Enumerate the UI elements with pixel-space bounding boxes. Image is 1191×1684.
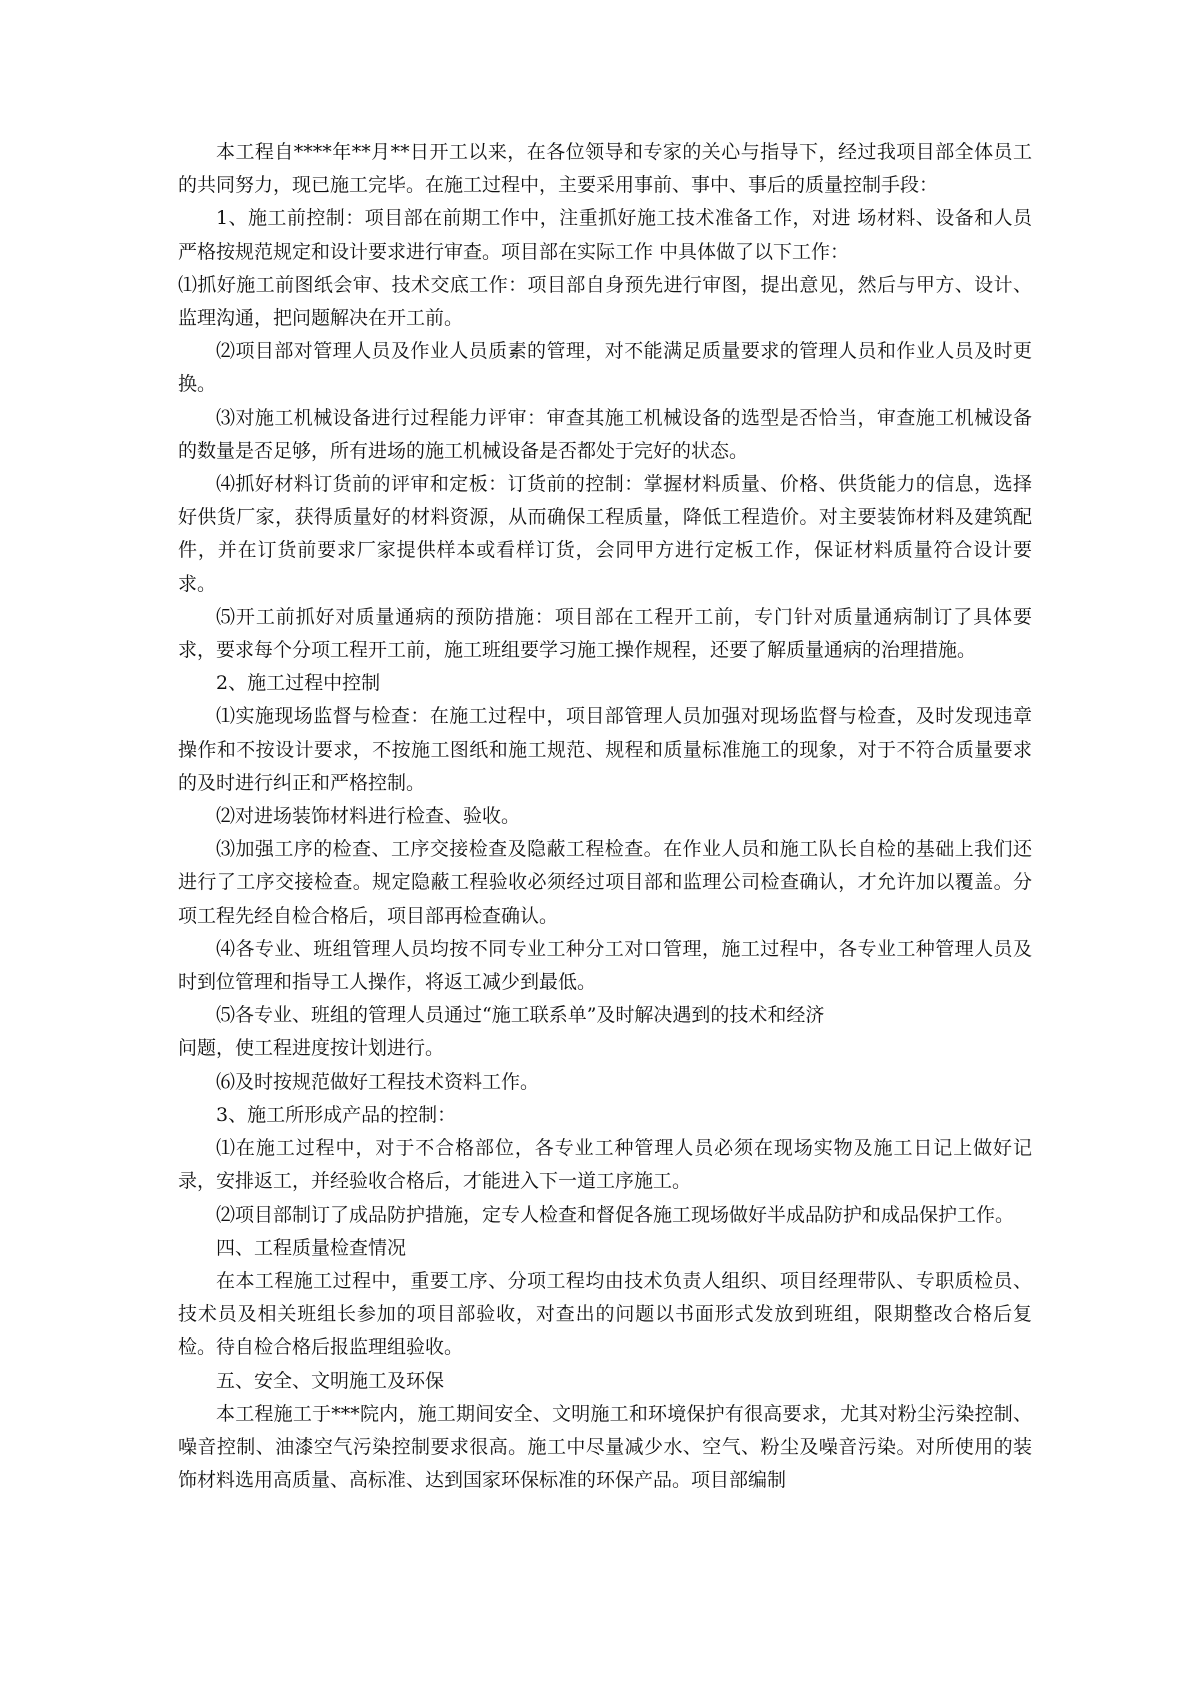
paragraph-intro: 本工程自****年**月**日开工以来，在各位领导和专家的关心与指导下，经过我项目部全体员工的共同努力，现已施工完毕。在施工过程中，主要采用事前、事中、事后的质量控制手段： [178, 141, 1032, 197]
document-page [178, 136, 1032, 1497]
paragraph-item: ⑹及时按规范做好工程技术资料工作。 [216, 1070, 540, 1093]
section-heading-in-process: 2、施工过程中控制 [216, 672, 381, 695]
section-heading-quality-inspection: 四、工程质量检查情况 [216, 1236, 407, 1259]
paragraph-item: ⑵项目部制订了成品防护措施，定专人检查和督促各施工现场做好半成品防护和成品保护工作。 [216, 1203, 1015, 1226]
paragraph-body: 在本工程施工过程中，重要工序、分项工程均由技术负责人组织、项目经理带队、专职质检员、技术员及相关班组长参加的项目部验收，对查出的问题以书面形式发放到班组，限期整改合格后复检。待自检合格后报监理组验收。 [178, 1269, 1032, 1359]
paragraph-item: ⑴实施现场监督与检查：在施工过程中，项目部管理人员加强对现场监督与检查，及时发现违章操作和不按设计要求，不按施工图纸和施工规范、规程和质量标准施工的现象，对于不符合质量要求的及时进行纠正和严格控制。 [178, 705, 1032, 794]
section-heading-pre-construction: 1、施工前控制：项目部在前期工作中，注重抓好施工技术准备工作，对进 场材料、设备和人员严格按规范规定和设计要求进行审查。项目部在实际工作 中具体做了以下工作： [178, 207, 1032, 263]
paragraph-item: ⑵项目部对管理人员及作业人员质素的管理，对不能满足质量要求的管理人员和作业人员及时更换。 [178, 340, 1032, 396]
paragraph-item: ⑶加强工序的检查、工序交接检查及隐蔽工程检查。在作业人员和施工队长自检的基础上我们还进行了工序交接检查。规定隐蔽工程验收必须经过项目部和监理公司检查确认，才允许加以覆盖。分项工程先经自检合格后，项目部再检查确认。 [178, 838, 1032, 927]
paragraph-item: ⑴抓好施工前图纸会审、技术交底工作：项目部自身预先进行审图，提出意见，然后与甲方、设计、监理沟通，把问题解决在开工前。 [178, 273, 1032, 330]
paragraph-item: ⑶对施工机械设备进行过程能力评审：审查其施工机械设备的选型是否恰当，审查施工机械设备的数量是否足够，所有进场的施工机械设备是否都处于完好的状态。 [178, 406, 1032, 462]
paragraph-body: 本工程施工于***院内，施工期间安全、文明施工和环境保护有很高要求，尤其对粉尘污染控制、噪音控制、油漆空气污染控制要求很高。施工中尽量减少水、空气、粉尘及噪音污染。对所使用的装饰材料选用高质量、高标准、达到国家环保标准的环保产品。项目部编制 [178, 1402, 1032, 1492]
paragraph-item: ⑴在施工过程中，对于不合格部位，各专业工种管理人员必须在现场实物及施工日记上做好记录，安排返工，并经验收合格后，才能进入下一道工序施工。 [178, 1137, 1032, 1193]
paragraph-item: ⑵对进场装饰材料进行检查、验收。 [216, 805, 521, 828]
paragraph-item: ⑸开工前抓好对质量通病的预防措施：项目部在工程开工前，专门针对质量通病制订了具体要求，要求每个分项工程开工前，施工班组要学习施工操作规程，还要了解质量通病的治理措施。 [178, 605, 1032, 662]
paragraph-continuation: 问题，使工程进度按计划进行。 [178, 1037, 445, 1060]
paragraph-item: ⑷各专业、班组管理人员均按不同专业工种分工对口管理，施工过程中，各专业工种管理人员及时到位管理和指导工人操作，将返工减少到最低。 [178, 937, 1032, 994]
paragraph-item: ⑸各专业、班组的管理人员通过“施工联系单”及时解决遇到的技术和经济 [216, 1004, 825, 1027]
paragraph-item: ⑷抓好材料订货前的评审和定板：订货前的控制：掌握材料质量、价格、供货能力的信息，选择好供货厂家，获得质量好的材料资源，从而确保工程质量，降低工程造价。对主要装饰材料及建筑配件，并在订货前要求厂家提供样本或看样订货，会同甲方进行定板工作，保证材料质量符合设计要求。 [178, 473, 1032, 595]
section-heading-product-control: 3、施工所形成产品的控制： [216, 1103, 457, 1126]
section-heading-safety-environment: 五、安全、文明施工及环保 [216, 1369, 445, 1392]
